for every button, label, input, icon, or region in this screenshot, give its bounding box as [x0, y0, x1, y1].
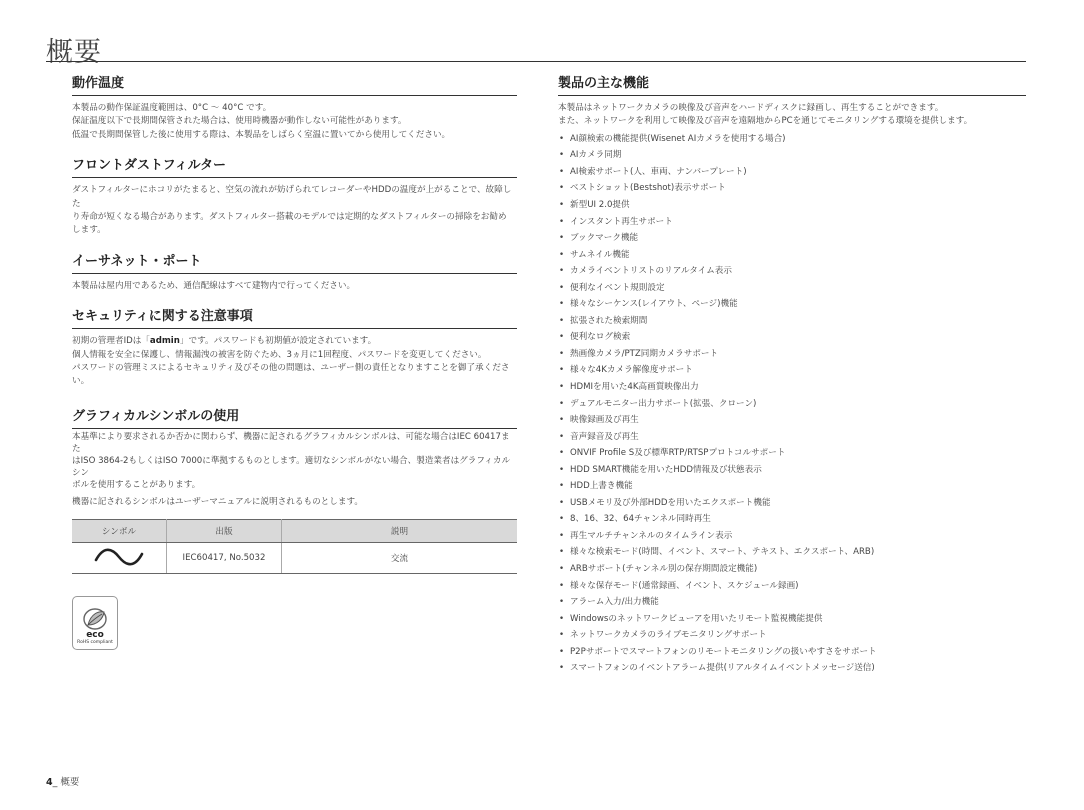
- ac-wave-icon: [93, 548, 145, 566]
- list-item: • 音声録音及び再生: [558, 429, 1026, 446]
- list-item: • アラーム入力/出力機能: [558, 594, 1026, 611]
- list-item: • 8、16、32、64チャンネル同時再生: [558, 511, 1026, 528]
- intro-line: また、ネットワークを利用して映像及び音声を遠隔地からPCを通じてモニタリングする環境を提供します。: [558, 116, 973, 127]
- list-item: • 様々な検索モード(時間、イベント、スマート、テキスト、エクスポート、ARB): [558, 544, 1026, 561]
- list-item: • 新型UI 2.0提供: [558, 197, 1026, 214]
- list-item: • スマートフォンのイベントアラーム提供(リアルタイムイベントメッセージ送信): [558, 660, 1026, 677]
- list-item: • USBメモリ及び外部HDDを用いたエクスポート機能: [558, 495, 1026, 512]
- body-line: 本製品は屋内用であるため、通信配線はすべて建物内で行ってください。: [72, 280, 356, 291]
- table-cell-symbol: [72, 543, 167, 574]
- body-line: 本基準により要求されるか否かに関わらず、機器に記されるグラフィカルシンボルは、可能な場合はIEC 60417また: [72, 431, 510, 454]
- symbol-table: [72, 519, 517, 574]
- table-header: シンボル: [72, 520, 167, 543]
- text-fragment: 」です。パスワードも初期値が設定されています。: [179, 336, 377, 347]
- body-line: り寿命が短くなる場合があります。ダストフィルター搭載のモデルでは定期的なダストフィルターの掃除をお勧め: [72, 212, 507, 223]
- list-item: • ベストショット(Bestshot)表示サポート: [558, 180, 1026, 197]
- list-item: • 様々なシーケンス(レイアウト、ページ)機能: [558, 296, 1026, 313]
- section-dust-filter: [72, 154, 517, 238]
- list-item: • 再生マルチチャンネルのタイムライン表示: [558, 528, 1026, 545]
- body-line: 本製品の動作保証温度範囲は、0°C ～ 40°C です。: [72, 103, 272, 113]
- table-row: [72, 543, 517, 574]
- body-line: ダストフィルターにホコリがたまると、空気の流れが妨げられてレコーダーやHDDの温度が上がることで、故障した: [72, 185, 512, 209]
- list-item: • デュアルモニター出力サポート(拡張、クローン): [558, 396, 1026, 413]
- list-item: • 便利なイベント規則設定: [558, 280, 1026, 297]
- list-item: • AI顔検索の機能提供(Wisenet AIカメラを使用する場合): [558, 131, 1026, 148]
- list-item: • 様々な保存モード(通常録画、イベント、スケジュール録画): [558, 578, 1026, 595]
- section-title: セキュリティに関する注意事項: [72, 305, 517, 329]
- list-item: • 熱画像カメラ/PTZ同期カメラサポート: [558, 346, 1026, 363]
- body-line: 保証温度以下で長期間保管された場合は、使用時機器が動作しない可能性があります。: [72, 116, 407, 127]
- admin-id: admin: [149, 336, 180, 347]
- body-line: します。: [72, 225, 106, 236]
- table-cell: IEC60417, No.5032: [167, 543, 282, 574]
- body-line: ボルを使用することがあります。: [72, 479, 201, 490]
- list-item: • AI検索サポート(人、車両、ナンバープレート): [558, 164, 1026, 181]
- list-item: • ARBサポート(チャンネル別の保存期間設定機能): [558, 561, 1026, 578]
- footer-label: _ 概要: [52, 777, 80, 788]
- feature-list: [558, 131, 1026, 677]
- body-line: 機器に記されるシンボルはユーザーマニュアルに説明されるものとします。: [72, 496, 363, 507]
- page-footer: [46, 774, 79, 788]
- body-line: パスワードの管理ミスによるセキュリティ及びその他の問題は、ユーザー側の責任となりますことを御了承くださ: [72, 363, 510, 374]
- page-title: 概要: [46, 37, 102, 68]
- leaf-icon: [79, 607, 111, 631]
- list-item: • カメライベントリストのリアルタイム表示: [558, 263, 1026, 280]
- section-title: イーサネット・ポート: [72, 250, 517, 274]
- section-ethernet: [72, 250, 517, 293]
- list-item: • 映像録画及び再生: [558, 412, 1026, 429]
- list-item: • 便利なログ検索: [558, 329, 1026, 346]
- list-item: • ブックマーク機能: [558, 230, 1026, 247]
- list-item: • HDMIを用いた4K高画質映像出力: [558, 379, 1026, 396]
- section-security: [72, 305, 517, 389]
- page-number: 4: [46, 777, 53, 788]
- body-line: [72, 335, 517, 348]
- list-item: • Windowsのネットワークビューアを用いたリモート監視機能提供: [558, 611, 1026, 628]
- intro-line: 本製品はネットワークカメラの映像及び音声をハードディスクに録画し、再生することができます。: [558, 103, 944, 113]
- section-key-features: [558, 72, 1026, 677]
- text-fragment: 初期の管理者IDは「: [72, 336, 150, 347]
- body-line: はISO 3864-2もしくはISO 7000に準拠するものとします。適切なシンボルがない場合、製造業者はグラフィカルシン: [72, 455, 511, 478]
- section-operating-temperature: [72, 72, 517, 142]
- list-item: • ONVIF Profile S及び標準RTP/RTSPプロトコルサポート: [558, 445, 1026, 462]
- body-line: 個人情報を安全に保護し、情報漏洩の被害を防ぐため、3ヵ月に1回程度、パスワードを変更してください。: [72, 349, 487, 360]
- right-column: [558, 72, 1026, 689]
- title-divider: [46, 61, 1026, 62]
- list-item: • サムネイル機能: [558, 247, 1026, 264]
- eco-logo-word: eco: [86, 630, 104, 641]
- table-header: 出版: [167, 520, 282, 543]
- section-title: 製品の主な機能: [558, 72, 1026, 96]
- section-title: 動作温度: [72, 72, 517, 96]
- eco-logo-subtitle: RoHS compliant: [77, 640, 113, 646]
- left-column: [72, 72, 517, 650]
- section-title: グラフィカルシンボルの使用: [72, 405, 517, 429]
- table-header: 説明: [282, 520, 518, 543]
- body-line: い。: [72, 376, 90, 387]
- list-item: • AIカメラ同期: [558, 147, 1026, 164]
- list-item: • P2Pサポートでスマートフォンのリモートモニタリングの扱いやすさをサポート: [558, 644, 1026, 661]
- table-cell: 交流: [282, 543, 518, 574]
- list-item: • 拡張された検索期間: [558, 313, 1026, 330]
- eco-logo: [72, 596, 118, 650]
- list-item: • インスタント再生サポート: [558, 214, 1026, 231]
- section-graphical-symbols: [72, 405, 517, 574]
- list-item: • HDD SMART機能を用いたHDD情報及び状態表示: [558, 462, 1026, 479]
- section-title: フロントダストフィルター: [72, 154, 517, 178]
- body-line: 低温で長期間保管した後に使用する際は、本製品をしばらく室温に置いてから使用してください。: [72, 129, 451, 140]
- list-item: • 様々な4Kカメラ解像度サポート: [558, 362, 1026, 379]
- list-item: • HDD上書き機能: [558, 478, 1026, 495]
- list-item: • ネットワークカメラのライブモニタリングサポート: [558, 627, 1026, 644]
